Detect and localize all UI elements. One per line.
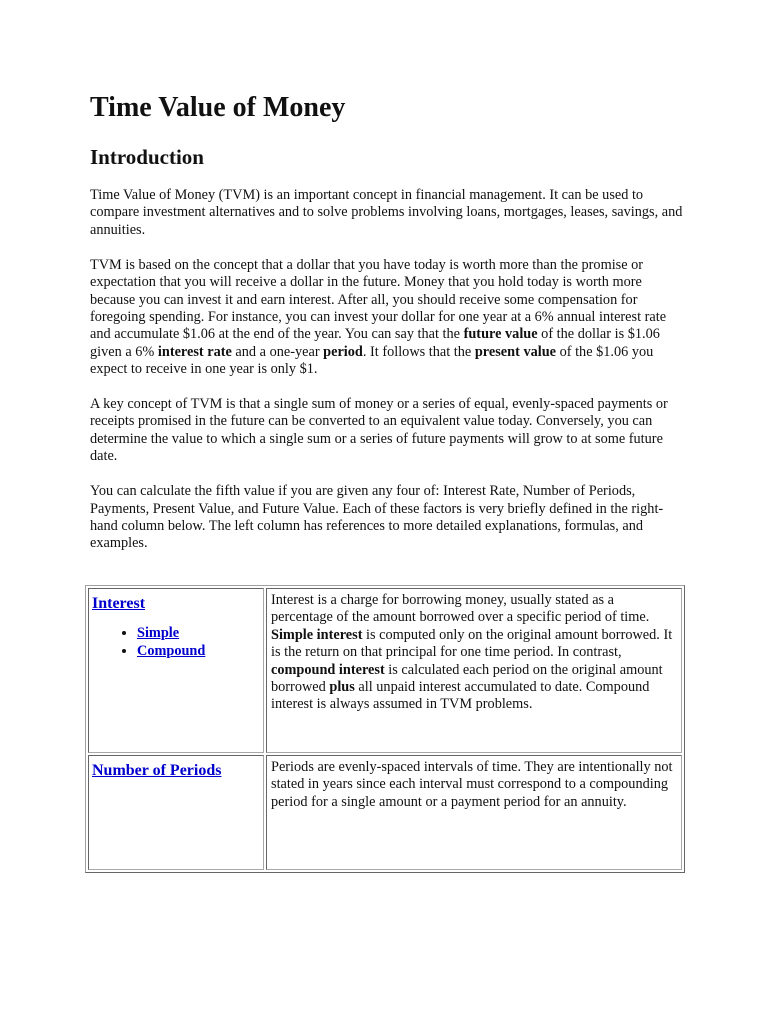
term-simple-interest: Simple interest <box>271 626 363 643</box>
paragraph-3: A key concept of TVM is that a single sum of money or a series of equal, evenly-spaced payments or receipts promised in the future can be converted to an equivalent value today. Conversely, you can determine the value to which a single sum or a series of future payments will grow to at some future date. <box>90 396 668 465</box>
list-item <box>137 625 260 642</box>
table-row <box>88 588 682 753</box>
term-plus: plus <box>329 679 355 696</box>
periods-description: Periods are evenly-spaced intervals of time. They are intentionally not stated in years since each interval must correspond to a compounding period for a single amount or a payment period for an annuity. <box>266 755 682 870</box>
tvm-factors-table <box>85 585 685 873</box>
compound-link[interactable]: Compound <box>137 642 206 659</box>
interest-sub-links <box>92 625 260 660</box>
term-period: period <box>323 343 363 360</box>
paragraph-1: Time Value of Money (TVM) is an important concept in financial management. It can be used to compare investment alternatives and to solve problems involving loans, mortgages, leases, savings, and annuities. <box>90 187 683 238</box>
number-of-periods-link[interactable]: Number of Periods <box>92 762 222 779</box>
simple-link[interactable]: Simple <box>137 625 180 642</box>
page-title: Time Value of Money <box>90 92 346 123</box>
table-cell-left <box>88 755 264 870</box>
term-present-value: present value <box>474 343 557 360</box>
table-row <box>88 755 682 870</box>
term-compound-interest: compound interest <box>271 661 385 678</box>
document-body <box>90 90 690 570</box>
table-cell-left <box>88 588 264 753</box>
interest-description: Interest is a charge for borrowing money, usually stated as a percentage of the amount borrowed over a specific period of time. Simple interest is computed only on the original amount borrowed. It is the return on that principal for one time period. In contrast, compound interest is calculated each period on the original amount borrowed plus all unpaid interest accumulated to date. Compound interest is always assumed in TVM problems. <box>266 588 682 753</box>
paragraph-4: You can calculate the fifth value if you are given any four of: Interest Rate, Number of Periods, Payments, Present Value, and Future Value. Each of these factors is very briefly defined in the right-hand column below. The left column has references to more detailed explanations, formulas, and examples. <box>90 483 664 552</box>
section-heading-introduction: Introduction <box>90 145 204 169</box>
paragraph-2: TVM is based on the concept that a dollar that you have today is worth more than the promise or expectation that you will receive a dollar in the future. Money that you hold today is worth more because you can invest it and earn interest. After all, you should receive some compensation for foregoing spending. For instance, you can invest your dollar for one year at a 6% annual interest rate and accumulate $1.06 at the end of the year. You can say that the future value of the dollar is $1.06 given a 6% interest rate and a one-year period. It follows that the present value of the $1.06 you expect to receive in one year is only $1. <box>90 256 667 378</box>
list-item <box>137 643 260 660</box>
term-interest-rate: interest rate <box>157 343 232 360</box>
interest-link[interactable]: Interest <box>92 595 146 612</box>
term-future-value: future value <box>463 326 538 343</box>
